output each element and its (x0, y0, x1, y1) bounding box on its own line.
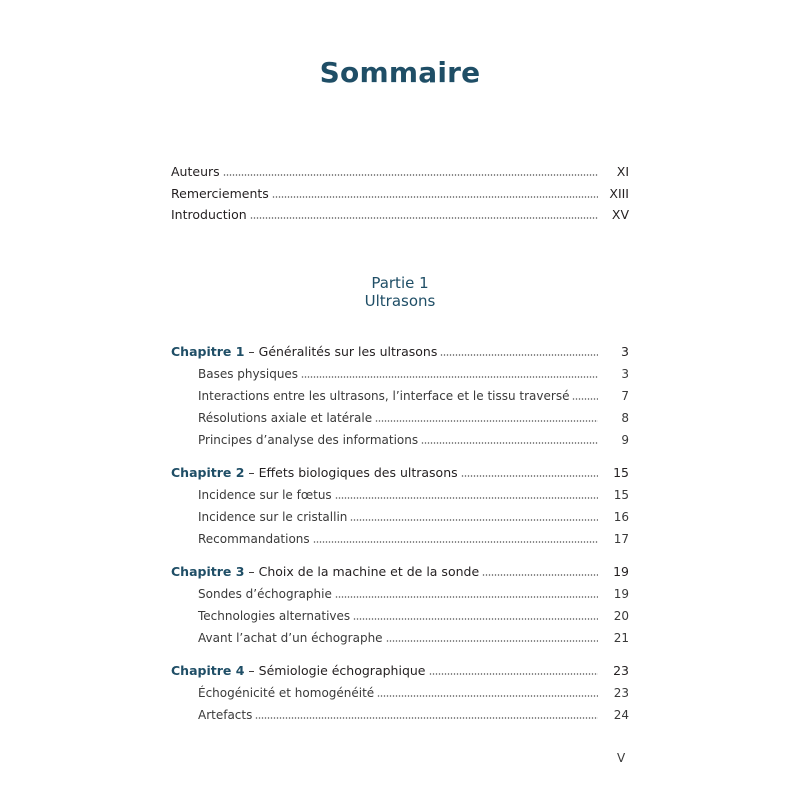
section-label: Incidence sur le fœtus (198, 488, 332, 502)
section-label: Échogénicité et homogénéité (198, 686, 375, 700)
section-page: 24 (613, 708, 629, 722)
dot-leader (353, 617, 598, 621)
section-label: Bases physiques (198, 367, 299, 381)
section-page: 9 (621, 433, 629, 447)
page-title: Sommaire (319, 56, 481, 89)
section-page: 21 (613, 631, 629, 645)
section-page: 8 (621, 411, 629, 425)
chapter-entry-1 (171, 340, 629, 360)
toc-entry-page: XI (616, 164, 629, 179)
part-number: Partie 1 (371, 274, 429, 292)
dot-leader (572, 397, 598, 401)
dot-leader (250, 216, 598, 220)
dot-leader (272, 195, 598, 199)
section-entry (198, 626, 629, 646)
dot-leader (386, 639, 598, 643)
chapter-title: – Effets biologiques des ultrasons (248, 465, 458, 480)
section-label: Technologies alternatives (198, 609, 351, 623)
section-entry (198, 362, 629, 382)
dot-leader (482, 573, 598, 577)
section-page: 16 (613, 510, 629, 524)
section-entry (198, 483, 629, 503)
chapter-number: Chapitre 1 (171, 344, 245, 359)
chapter-number: Chapitre 3 (171, 564, 245, 579)
dot-leader (440, 353, 598, 357)
chapter-page: 3 (621, 344, 629, 359)
toc-entry-remerciements (171, 182, 629, 202)
section-page: 20 (613, 609, 629, 623)
chapter-title: – Sémiologie échographique (248, 663, 426, 678)
section-page: 3 (621, 367, 629, 381)
chapter-entry-3 (171, 560, 629, 580)
section-page: 23 (613, 686, 629, 700)
section-entry (198, 527, 629, 547)
chapter-page: 23 (613, 663, 629, 678)
chapter-number: Chapitre 2 (171, 465, 245, 480)
section-entry (198, 681, 629, 701)
toc-entry-label: Auteurs (171, 164, 220, 179)
dot-leader (301, 375, 598, 379)
section-label: Interactions entre les ultrasons, l’interface et le tissu traversé (198, 389, 570, 403)
dot-leader (223, 173, 598, 177)
section-page: 7 (621, 389, 629, 403)
section-entry (198, 505, 629, 525)
chapter-page: 15 (613, 465, 629, 480)
section-page: 19 (613, 587, 629, 601)
dot-leader (335, 496, 598, 500)
section-entry (198, 604, 629, 624)
section-entry (198, 582, 629, 602)
dot-leader (375, 419, 598, 423)
chapter-page: 19 (613, 564, 629, 579)
dot-leader (313, 540, 598, 544)
dot-leader (255, 716, 598, 720)
toc-entry-auteurs (171, 160, 629, 180)
toc-entry-label: Remerciements (171, 186, 269, 201)
section-page: 17 (613, 532, 629, 546)
chapter-entry-4 (171, 659, 629, 679)
dot-leader (461, 474, 598, 478)
chapter-title: – Généralités sur les ultrasons (248, 344, 438, 359)
section-entry (198, 428, 629, 448)
section-label: Artefacts (198, 708, 253, 722)
section-label: Avant l’achat d’un échographe (198, 631, 383, 645)
toc-entry-introduction (171, 203, 629, 223)
section-label: Sondes d’échographie (198, 587, 332, 601)
section-label: Résolutions axiale et latérale (198, 411, 373, 425)
section-entry (198, 406, 629, 426)
section-label: Recommandations (198, 532, 310, 546)
section-entry (198, 703, 629, 723)
section-label: Incidence sur le cristallin (198, 510, 348, 524)
dot-leader (350, 518, 598, 522)
chapter-entry-2 (171, 461, 629, 481)
toc-entry-page: XIII (609, 186, 629, 201)
chapter-number: Chapitre 4 (171, 663, 245, 678)
toc-entry-page: XV (611, 207, 629, 222)
dot-leader (421, 441, 598, 445)
dot-leader (377, 694, 598, 698)
section-label: Principes d’analyse des informations (198, 433, 419, 447)
section-entry (198, 384, 629, 404)
toc-entry-label: Introduction (171, 207, 247, 222)
dot-leader (335, 595, 598, 599)
chapter-title: – Choix de la machine et de la sonde (248, 564, 480, 579)
page-folio: V (617, 751, 626, 765)
dot-leader (429, 672, 599, 676)
part-name: Ultrasons (364, 292, 436, 310)
section-page: 15 (613, 488, 629, 502)
